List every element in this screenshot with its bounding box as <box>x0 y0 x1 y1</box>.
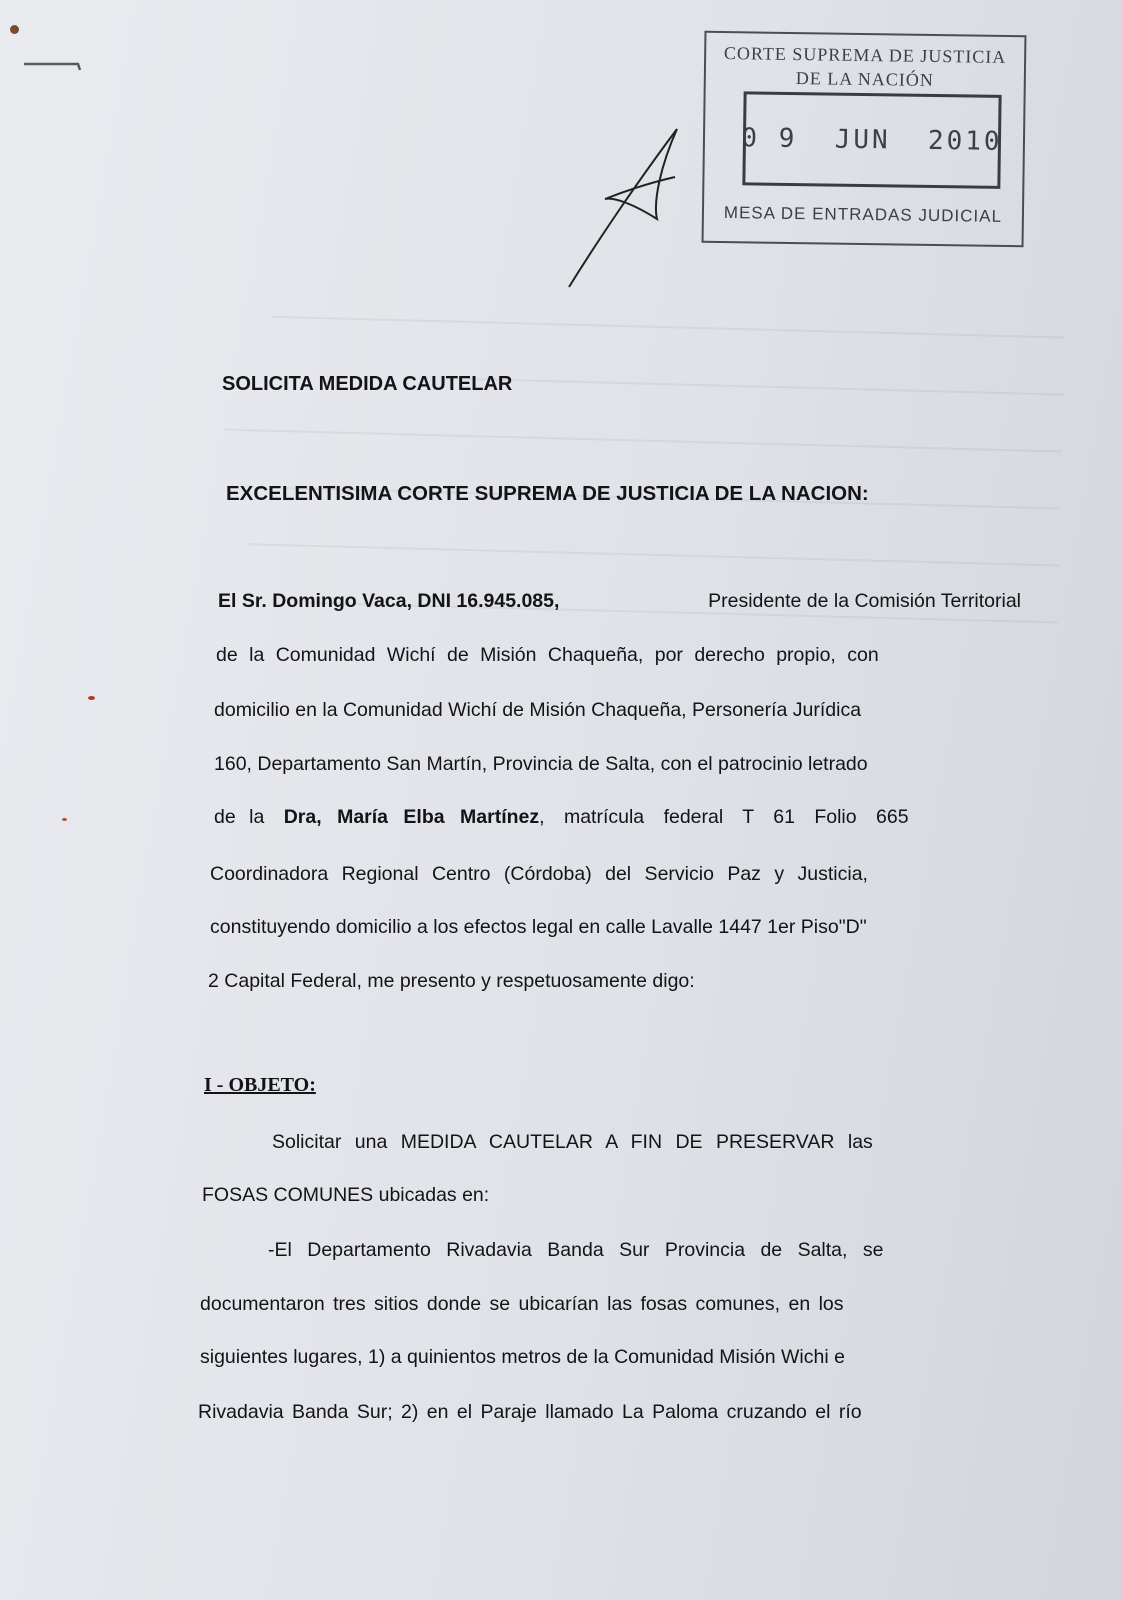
objeto-line-4: documentaron tres sitios donde se ubicarían las fosas comunes, en los <box>200 1293 844 1315</box>
stain-spot <box>88 696 95 700</box>
intro-line-8: 2 Capital Federal, me presento y respetuosamente digo: <box>208 970 695 992</box>
addressee: EXCELENTISIMA CORTE SUPREMA DE JUSTICIA DE LA NACION: <box>226 482 869 505</box>
objeto-line-1: Solicitar una MEDIDA CAUTELAR A FIN DE PRESERVAR las <box>272 1131 873 1153</box>
petitioner-role: Presidente de la Comisión Territorial <box>708 590 1021 612</box>
document-title: SOLICITA MEDIDA CAUTELAR <box>222 373 513 395</box>
attorney-registration: , matrícula federal T 61 Folio 665 <box>539 806 909 828</box>
stamp-court-name: CORTE SUPREMA DE JUSTICIA <box>723 43 1007 67</box>
stamp-office: MESA DE ENTRADAS JUDICIAL <box>723 203 1003 226</box>
intro-line-6: Coordinadora Regional Centro (Córdoba) del Servicio Paz y Justicia, <box>210 863 868 885</box>
stamp-court-name-2: DE LA NACIÓN <box>795 68 934 90</box>
signature-mark <box>565 115 695 295</box>
objeto-line-5: siguientes lugares, 1) a quinientos metros de la Comunidad Misión Wichi e <box>200 1346 845 1368</box>
intro-line-3: domicilio en la Comunidad Wichí de Misión Chaqueña, Personería Jurídica <box>214 699 862 721</box>
petitioner-name: El Sr. Domingo Vaca, DNI 16.945.085, <box>218 590 560 612</box>
stamp-date-box <box>742 91 1001 189</box>
stain-spot <box>10 25 19 34</box>
staple-icon <box>22 58 84 76</box>
stain-spot <box>62 818 67 821</box>
stamp-date: 0 9 JUN 2010 <box>741 123 1003 157</box>
intro-line-7: constituyendo domicilio a los efectos legal en calle Lavalle 1447 1er Piso"D" <box>210 916 867 938</box>
section-heading-objeto: I - OBJETO: <box>204 1074 316 1096</box>
objeto-line-2: FOSAS COMUNES ubicadas en: <box>202 1184 490 1206</box>
objeto-line-3: -El Departamento Rivadavia Banda Sur Provincia de Salta, se <box>268 1239 884 1261</box>
intro-line-5 <box>214 808 1019 828</box>
intro-line-5-pre: de la <box>214 806 265 828</box>
bleed-through-texture <box>176 259 1067 624</box>
intro-line-4: 160, Departamento San Martín, Provincia de Salta, con el patrocinio letrado <box>214 753 868 775</box>
intro-line-1 <box>218 592 1021 612</box>
objeto-line-6: Rivadavia Banda Sur; 2) en el Paraje llamado La Paloma cruzando el río <box>198 1401 862 1423</box>
intro-line-2: de la Comunidad Wichí de Misión Chaqueña, por derecho propio, con <box>216 644 879 666</box>
attorney-name: Dra, María Elba Martínez <box>283 806 540 828</box>
reception-stamp <box>702 31 1027 247</box>
